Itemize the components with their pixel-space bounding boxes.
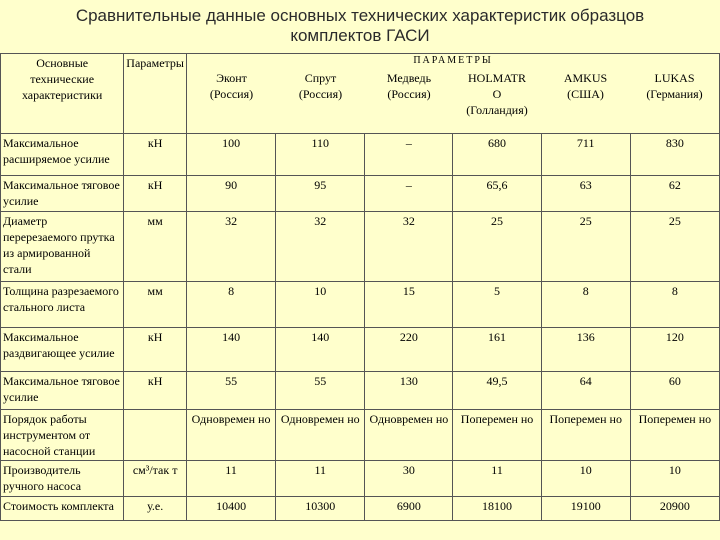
row-unit: кН xyxy=(124,134,187,176)
value-cell: 55 xyxy=(276,372,365,410)
maker-header xyxy=(541,68,630,118)
value-cell: 10 xyxy=(541,461,630,497)
value-cell: 64 xyxy=(541,372,630,410)
row-unit: см³/так т xyxy=(124,461,187,497)
value-cell: 110 xyxy=(276,134,365,176)
maker-header xyxy=(453,68,541,118)
value-cell: 25 xyxy=(630,212,719,282)
value-cell: Поперемен но xyxy=(541,410,630,461)
row-label: Порядок работы инструментом от насосной станции xyxy=(1,410,124,461)
page-title xyxy=(0,6,720,46)
title-line-1: Сравнительные данные основных технических характеристик образцов xyxy=(75,6,645,25)
maker-name: Спрут xyxy=(304,71,337,85)
header-makers xyxy=(187,54,720,134)
value-cell: 25 xyxy=(541,212,630,282)
value-cell: 20900 xyxy=(630,497,719,521)
value-cell: 63 xyxy=(541,176,630,212)
value-cell: 140 xyxy=(276,328,365,372)
row-label: Диаметр перерезаемого прутка из армированной стали xyxy=(1,212,124,282)
value-cell: 220 xyxy=(365,328,453,372)
value-cell: Одновремен но xyxy=(365,410,453,461)
value-cell: 10 xyxy=(630,461,719,497)
value-cell: Поперемен но xyxy=(453,410,541,461)
value-cell: 32 xyxy=(365,212,453,282)
header-characteristics: Основные технические характеристики xyxy=(1,54,124,134)
table-row xyxy=(1,212,720,282)
header-row xyxy=(1,54,720,134)
value-cell: 140 xyxy=(187,328,276,372)
value-cell: 32 xyxy=(276,212,365,282)
row-label: Толщина разрезаемого стального листа xyxy=(1,282,124,328)
row-label: Максимальное расширяемое усилие xyxy=(1,134,124,176)
value-cell: 161 xyxy=(453,328,541,372)
value-cell: 65,6 xyxy=(453,176,541,212)
value-cell: 49,5 xyxy=(453,372,541,410)
value-cell: 680 xyxy=(453,134,541,176)
value-cell: 18100 xyxy=(453,497,541,521)
maker-country: (Россия) xyxy=(387,87,431,101)
value-cell: 60 xyxy=(630,372,719,410)
maker-header xyxy=(630,68,719,118)
maker-name: LUKAS xyxy=(654,71,695,85)
maker-country: (США) xyxy=(567,87,604,101)
value-cell: 100 xyxy=(187,134,276,176)
value-cell: 32 xyxy=(187,212,276,282)
value-cell: 830 xyxy=(630,134,719,176)
value-cell: 10 xyxy=(276,282,365,328)
row-unit: кН xyxy=(124,328,187,372)
table-row xyxy=(1,134,720,176)
maker-country: (Россия) xyxy=(209,87,254,101)
value-cell: 5 xyxy=(453,282,541,328)
value-cell: – xyxy=(365,134,453,176)
value-cell: 10300 xyxy=(276,497,365,521)
table-row xyxy=(1,372,720,410)
header-params: Параметры xyxy=(124,54,187,134)
value-cell: 15 xyxy=(365,282,453,328)
value-cell: 130 xyxy=(365,372,453,410)
row-label: Максимальное тяговое усилие xyxy=(1,372,124,410)
value-cell: Одновремен но xyxy=(187,410,276,461)
row-label: Производитель ручного насоса xyxy=(1,461,124,497)
maker-header xyxy=(276,68,365,118)
value-cell: 55 xyxy=(187,372,276,410)
maker-name: Эконт xyxy=(216,71,247,85)
table-row xyxy=(1,176,720,212)
value-cell: 11 xyxy=(187,461,276,497)
maker-country: (Голландия) xyxy=(466,103,528,117)
table-row xyxy=(1,461,720,497)
maker-header xyxy=(187,68,276,118)
maker-name: HOLMATR O xyxy=(467,71,526,101)
title-line-2: комплектов ГАСИ xyxy=(290,26,430,45)
value-cell: 11 xyxy=(453,461,541,497)
value-cell: 19100 xyxy=(541,497,630,521)
row-unit: кН xyxy=(124,372,187,410)
value-cell: 62 xyxy=(630,176,719,212)
row-unit: мм xyxy=(124,212,187,282)
value-cell: 136 xyxy=(541,328,630,372)
value-cell: 8 xyxy=(630,282,719,328)
parameters-group-label: ПАРАМЕТРЫ xyxy=(413,55,493,66)
maker-name: AMKUS xyxy=(563,71,608,85)
value-cell: 711 xyxy=(541,134,630,176)
value-cell: 120 xyxy=(630,328,719,372)
row-unit: мм xyxy=(124,282,187,328)
row-unit xyxy=(124,410,187,461)
table-row xyxy=(1,282,720,328)
value-cell: 8 xyxy=(187,282,276,328)
maker-header xyxy=(365,68,453,118)
value-cell: 90 xyxy=(187,176,276,212)
value-cell: 8 xyxy=(541,282,630,328)
value-cell: 6900 xyxy=(365,497,453,521)
maker-country: (Россия) xyxy=(298,87,343,101)
row-label: Максимальное раздвигающее усилие xyxy=(1,328,124,372)
table-row xyxy=(1,497,720,521)
value-cell: Поперемен но xyxy=(630,410,719,461)
table-row xyxy=(1,328,720,372)
row-label: Максимальное тяговое усилие xyxy=(1,176,124,212)
value-cell: 25 xyxy=(453,212,541,282)
value-cell: 30 xyxy=(365,461,453,497)
specs-table xyxy=(0,53,720,521)
value-cell: 95 xyxy=(276,176,365,212)
value-cell: 10400 xyxy=(187,497,276,521)
maker-name: Медведь xyxy=(386,71,432,85)
row-label: Стоимость комплекта xyxy=(1,497,124,521)
table-row xyxy=(1,410,720,461)
maker-country: (Германия) xyxy=(646,87,703,101)
row-unit: кН xyxy=(124,176,187,212)
value-cell: 11 xyxy=(276,461,365,497)
value-cell: – xyxy=(365,176,453,212)
row-unit: у.е. xyxy=(124,497,187,521)
value-cell: Одновремен но xyxy=(276,410,365,461)
